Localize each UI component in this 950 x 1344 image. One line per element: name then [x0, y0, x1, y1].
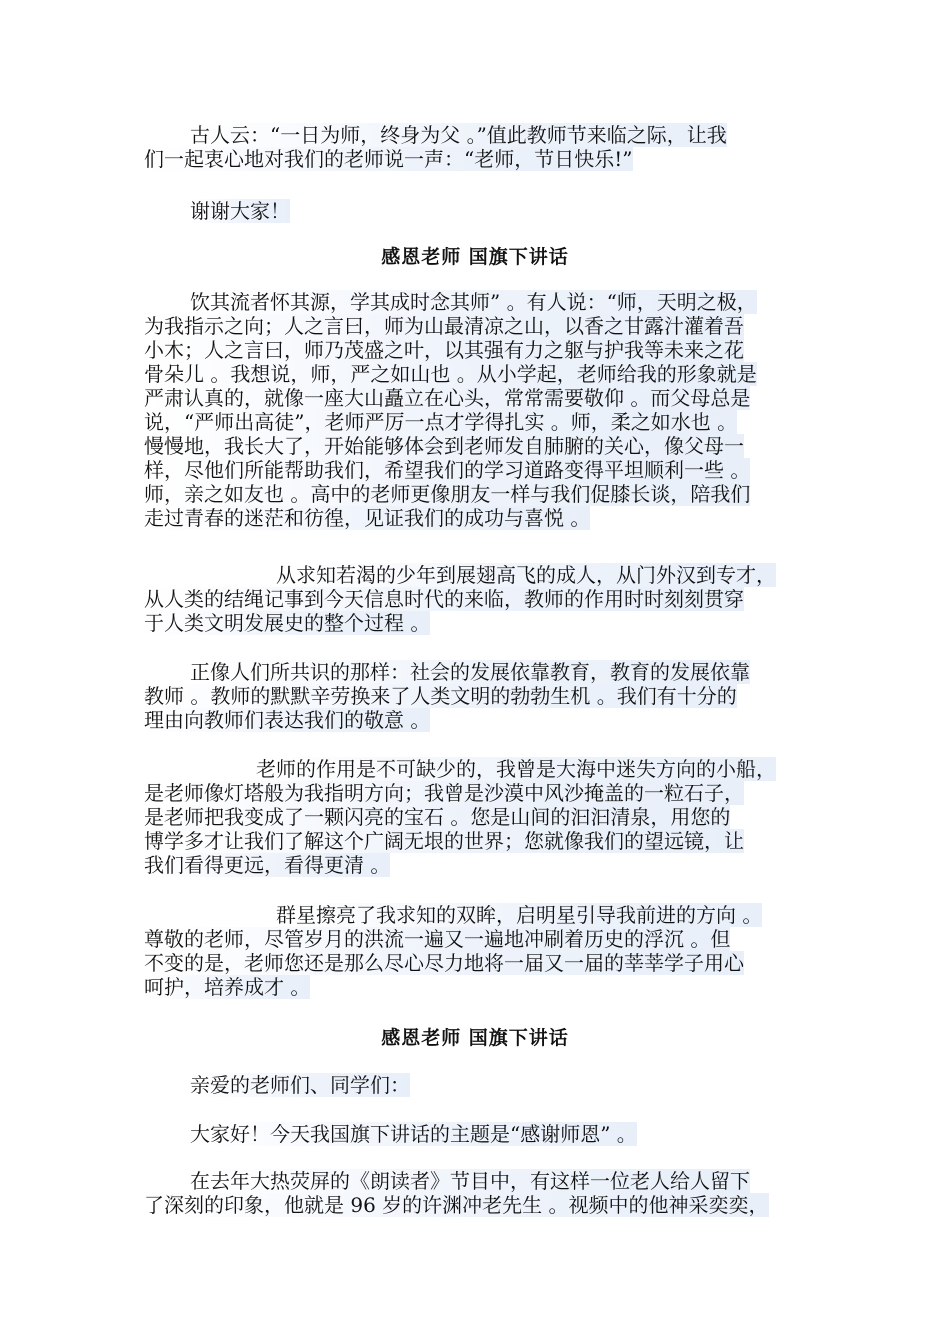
text-line: 古人云：“一日为师，终身为父 。”值此教师节来临之际，让我	[190, 123, 727, 147]
paragraph-7	[144, 903, 820, 999]
paragraph-3	[144, 290, 820, 530]
text-line: 骨朵儿 。我想说，师，严之如山也 。从小学起，老师给我的形象就是	[144, 362, 757, 386]
paragraph-1	[144, 123, 820, 171]
text-line: 谢谢大家！	[190, 199, 290, 223]
paragraph-8	[144, 1073, 820, 1097]
paragraph-5	[144, 660, 820, 732]
text-line: 从求知若渴的少年到展翅高飞的成人，从门外汉到专才，	[276, 563, 776, 587]
section-heading-1: 感恩老师 国旗下讲话	[381, 246, 569, 268]
text-line: 亲爱的老师们、同学们：	[190, 1073, 410, 1097]
text-line: 为我指示之向；人之言曰，师为山最清凉之山，以香之甘露汁灌着吾	[144, 314, 744, 338]
text-line: 了深刻的印象，他就是 96 岁的许渊冲老先生 。视频中的他神采奕奕，	[144, 1193, 769, 1217]
text-line: 正像人们所共识的那样：社会的发展依靠教育，教育的发展依靠	[190, 660, 750, 684]
text-line: 们一起衷心地对我们的老师说一声：“老师，节日快乐!”	[144, 147, 633, 171]
paragraph-4	[144, 563, 820, 635]
text-line: 小木；人之言曰，师乃茂盛之叶，以其强有力之躯与护我等未来之花	[144, 338, 744, 362]
text-line: 于人类文明发展史的整个过程 。	[144, 611, 431, 635]
text-line: 师，亲之如友也 。高中的老师更像朋友一样与我们促膝长谈，陪我们	[144, 482, 751, 506]
text-line: 我们看得更远，看得更清 。	[144, 853, 391, 877]
text-line: 尊敬的老师，尽管岁月的洪流一遍又一遍地冲刷着历史的浮沉 。但	[144, 927, 731, 951]
text-line: 博学多才让我们了解这个广阔无垠的世界；您就像我们的望远镜，让	[144, 829, 744, 853]
paragraph-10	[144, 1169, 820, 1217]
text-line: 说，“严师出高徒”，老师严厉一点才学得扎实 。师，柔之如水也 。	[144, 410, 738, 434]
paragraph-2	[144, 199, 820, 223]
text-line: 饮其流者怀其源，学其成时念其师” 。有人说：“师，天明之极，	[190, 290, 757, 314]
text-line: 不变的是，老师您还是那么尽心尽力地将一届又一届的莘莘学子用心	[144, 951, 744, 975]
paragraph-6	[144, 757, 820, 877]
text-line: 教师 。教师的默默辛劳换来了人类文明的勃勃生机 。我们有十分的	[144, 684, 737, 708]
paragraph-9	[144, 1122, 820, 1146]
text-line: 慢慢地，我长大了，开始能够体会到老师发自肺腑的关心，像父母一	[144, 434, 744, 458]
text-line: 理由向教师们表达我们的敬意 。	[144, 708, 431, 732]
text-line: 从人类的结绳记事到今天信息时代的来临，教师的作用时时刻刻贯穿	[144, 587, 744, 611]
text-line: 老师的作用是不可缺少的，我曾是大海中迷失方向的小船，	[256, 757, 776, 781]
text-line: 严肃认真的，就像一座大山矗立在心头，常常需要敬仰 。而父母总是	[144, 386, 751, 410]
text-line: 大家好！今天我国旗下讲话的主题是“感谢师恩” 。	[190, 1122, 637, 1146]
section-heading-2: 感恩老师 国旗下讲话	[381, 1027, 569, 1049]
text-line: 呵护，培养成才 。	[144, 975, 311, 999]
text-line: 是老师像灯塔般为我指明方向；我曾是沙漠中风沙掩盖的一粒石子，	[144, 781, 744, 805]
text-line: 是老师把我变成了一颗闪亮的宝石 。您是山间的汩汩清泉，用您的	[144, 805, 731, 829]
text-line: 走过青春的迷茫和彷徨，见证我们的成功与喜悦 。	[144, 506, 591, 530]
text-line: 在去年大热荧屏的《朗读者》节目中，有这样一位老人给人留下	[190, 1169, 750, 1193]
text-line: 群星擦亮了我求知的双眸，启明星引导我前进的方向 。	[276, 903, 763, 927]
text-line: 样，尽他们所能帮助我们，希望我们的学习道路变得平坦顺利一些 。	[144, 458, 751, 482]
